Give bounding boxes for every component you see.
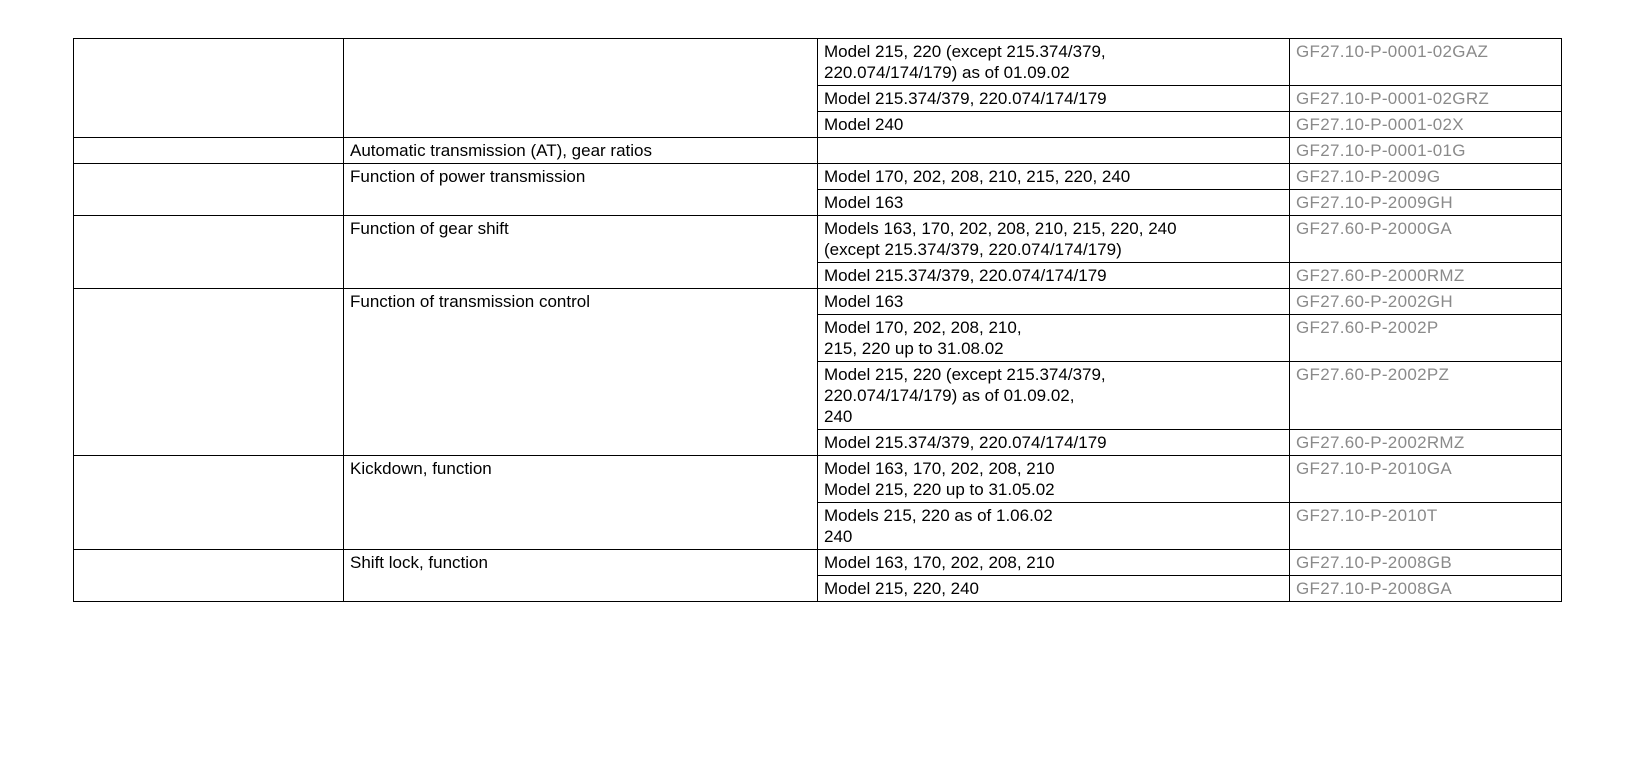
model-cell — [818, 430, 1290, 456]
model-line: Model 170, 202, 208, 210, — [824, 318, 1022, 337]
reference-link[interactable]: GF27.10-P-2010GA — [1296, 459, 1452, 478]
topic-cell — [344, 550, 818, 576]
table-row — [74, 86, 1562, 112]
model-cell — [818, 263, 1290, 289]
group-cell — [74, 362, 344, 430]
reference-cell[interactable] — [1290, 289, 1562, 315]
model-line: Model 163 — [824, 193, 904, 212]
reference-cell[interactable] — [1290, 164, 1562, 190]
reference-cell[interactable] — [1290, 315, 1562, 362]
topic-cell — [344, 190, 818, 216]
model-line: Model 163, 170, 202, 208, 210 — [824, 459, 1055, 478]
reference-link[interactable]: GF27.60-P-2002RMZ — [1296, 433, 1465, 452]
reference-cell[interactable] — [1290, 216, 1562, 263]
model-cell — [818, 39, 1290, 86]
model-cell — [818, 576, 1290, 602]
reference-cell[interactable] — [1290, 503, 1562, 550]
topic-cell — [344, 216, 818, 263]
model-line: 240 — [824, 407, 853, 426]
reference-link[interactable]: GF27.10-P-0001-02GAZ — [1296, 42, 1489, 61]
topic-cell — [344, 430, 818, 456]
group-cell — [74, 86, 344, 112]
group-cell — [74, 112, 344, 138]
model-line: Model 163, 170, 202, 208, 210 — [824, 553, 1055, 572]
table-row — [74, 112, 1562, 138]
table-row — [74, 503, 1562, 550]
model-line: Model 215, 220 up to 31.05.02 — [824, 480, 1055, 499]
reference-link[interactable]: GF27.10-P-2009GH — [1296, 193, 1453, 212]
model-line: Models 215, 220 as of 1.06.02 — [824, 506, 1053, 525]
group-cell — [74, 289, 344, 315]
table-row — [74, 315, 1562, 362]
reference-cell[interactable] — [1290, 576, 1562, 602]
reference-link[interactable]: GF27.10-P-2010T — [1296, 506, 1438, 525]
group-cell — [74, 456, 344, 503]
table-row — [74, 289, 1562, 315]
group-cell — [74, 550, 344, 576]
reference-link[interactable]: GF27.60-P-2002GH — [1296, 292, 1453, 311]
reference-cell[interactable] — [1290, 362, 1562, 430]
reference-link[interactable]: GF27.10-P-0001-02GRZ — [1296, 89, 1490, 108]
model-line: Model 215, 220 (except 215.374/379, — [824, 365, 1106, 384]
group-cell — [74, 263, 344, 289]
reference-cell[interactable] — [1290, 263, 1562, 289]
reference-cell[interactable] — [1290, 190, 1562, 216]
reference-cell[interactable] — [1290, 138, 1562, 164]
topic-cell — [344, 39, 818, 86]
model-cell — [818, 456, 1290, 503]
reference-cell[interactable] — [1290, 39, 1562, 86]
table-row — [74, 263, 1562, 289]
topic-cell — [344, 263, 818, 289]
reference-cell[interactable] — [1290, 86, 1562, 112]
reference-cell[interactable] — [1290, 456, 1562, 503]
model-cell — [818, 503, 1290, 550]
topic-label: Function of transmission control — [350, 292, 590, 311]
model-cell — [818, 112, 1290, 138]
model-cell — [818, 86, 1290, 112]
model-cell — [818, 550, 1290, 576]
reference-link[interactable]: GF27.60-P-2002P — [1296, 318, 1439, 337]
group-cell — [74, 315, 344, 362]
model-line: 215, 220 up to 31.08.02 — [824, 339, 1004, 358]
reference-link[interactable]: GF27.10-P-0001-02X — [1296, 115, 1464, 134]
model-cell — [818, 362, 1290, 430]
reference-link[interactable]: GF27.10-P-2008GA — [1296, 579, 1452, 598]
reference-cell[interactable] — [1290, 112, 1562, 138]
model-line: Model 163 — [824, 292, 904, 311]
reference-link[interactable]: GF27.60-P-2002PZ — [1296, 365, 1450, 384]
topic-cell — [344, 362, 818, 430]
reference-cell[interactable] — [1290, 550, 1562, 576]
model-line: Model 215.374/379, 220.074/174/179 — [824, 89, 1107, 108]
table-row — [74, 190, 1562, 216]
group-cell — [74, 164, 344, 190]
topic-cell — [344, 289, 818, 315]
model-line: Model 170, 202, 208, 210, 215, 220, 240 — [824, 167, 1131, 186]
topic-cell — [344, 503, 818, 550]
model-line: Model 215, 220 (except 215.374/379, — [824, 42, 1106, 61]
group-cell — [74, 138, 344, 164]
table-row — [74, 430, 1562, 456]
topic-cell — [344, 86, 818, 112]
group-cell — [74, 503, 344, 550]
table-row — [74, 550, 1562, 576]
model-line: Model 215.374/379, 220.074/174/179 — [824, 433, 1107, 452]
topic-cell — [344, 138, 818, 164]
model-cell — [818, 190, 1290, 216]
topic-cell — [344, 112, 818, 138]
model-line: Model 240 — [824, 115, 904, 134]
model-line: Models 163, 170, 202, 208, 210, 215, 220, 240 — [824, 219, 1177, 238]
model-line: Model 215, 220, 240 — [824, 579, 980, 598]
model-cell — [818, 315, 1290, 362]
model-line: Model 215.374/379, 220.074/174/179 — [824, 266, 1107, 285]
table-row — [74, 576, 1562, 602]
reference-link[interactable]: GF27.10-P-0001-01G — [1296, 141, 1466, 160]
topic-cell — [344, 315, 818, 362]
document-table — [73, 38, 1562, 602]
table-body — [74, 39, 1562, 602]
group-cell — [74, 39, 344, 86]
topic-label: Function of gear shift — [350, 219, 509, 238]
reference-link[interactable]: GF27.10-P-2009G — [1296, 167, 1441, 186]
topic-label: Automatic transmission (AT), gear ratios — [350, 141, 652, 160]
table-row — [74, 216, 1562, 263]
group-cell — [74, 576, 344, 602]
reference-link[interactable]: GF27.10-P-2008GB — [1296, 553, 1452, 572]
table-row — [74, 362, 1562, 430]
model-cell — [818, 164, 1290, 190]
reference-link[interactable]: GF27.60-P-2000GA — [1296, 219, 1452, 238]
topic-cell — [344, 456, 818, 503]
model-line: 220.074/174/179) as of 01.09.02 — [824, 63, 1070, 82]
model-line: 220.074/174/179) as of 01.09.02, — [824, 386, 1075, 405]
model-cell — [818, 216, 1290, 263]
model-cell — [818, 138, 1290, 164]
table-row — [74, 164, 1562, 190]
topic-label: Function of power transmission — [350, 167, 586, 186]
table-row — [74, 39, 1562, 86]
reference-link[interactable]: GF27.60-P-2000RMZ — [1296, 266, 1465, 285]
reference-cell[interactable] — [1290, 430, 1562, 456]
group-cell — [74, 430, 344, 456]
table-row — [74, 456, 1562, 503]
topic-cell — [344, 164, 818, 190]
group-cell — [74, 190, 344, 216]
model-line: (except 215.374/379, 220.074/174/179) — [824, 240, 1122, 259]
table-row — [74, 138, 1562, 164]
model-cell — [818, 289, 1290, 315]
topic-cell — [344, 576, 818, 602]
topic-label: Shift lock, function — [350, 553, 488, 572]
group-cell — [74, 216, 344, 263]
topic-label: Kickdown, function — [350, 459, 492, 478]
model-line: 240 — [824, 527, 853, 546]
